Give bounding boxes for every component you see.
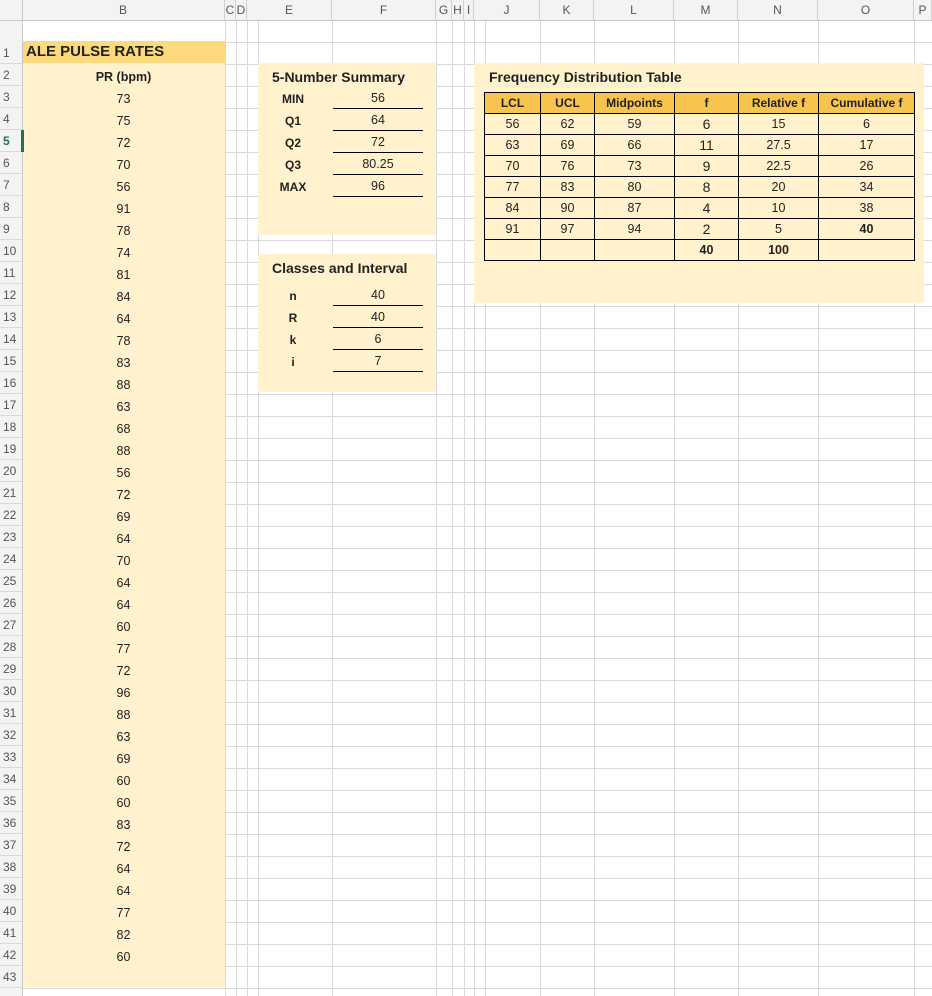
- pulse-cell[interactable]: 64: [116, 862, 131, 876]
- fdt-cell[interactable]: 87: [595, 198, 675, 219]
- pulse-cell[interactable]: 83: [116, 356, 131, 370]
- fdt-header-row: [485, 93, 915, 114]
- row-header-27[interactable]: 27: [0, 614, 22, 636]
- pulse-cell[interactable]: 70: [116, 158, 131, 172]
- row-header-17[interactable]: 17: [0, 394, 22, 416]
- row-header-30[interactable]: 30: [0, 680, 22, 702]
- selected-row-indicator: [21, 130, 24, 152]
- fdt-cell[interactable]: 2: [675, 219, 739, 240]
- fdt-cell[interactable]: 63: [485, 135, 541, 156]
- summary-value[interactable]: 72: [333, 132, 423, 153]
- pulse-cell[interactable]: 60: [116, 950, 131, 964]
- fdt-total-cell[interactable]: 40: [675, 240, 739, 261]
- pulse-cell[interactable]: 60: [116, 796, 131, 810]
- pulse-cell[interactable]: 83: [116, 818, 131, 832]
- row-header-43[interactable]: 43: [0, 966, 22, 988]
- fdt-cell[interactable]: 94: [595, 219, 675, 240]
- row-header-40[interactable]: 40: [0, 900, 22, 922]
- pulse-cell[interactable]: 75: [116, 114, 131, 128]
- fdt-cell[interactable]: 62: [541, 114, 595, 135]
- row-header-33[interactable]: 33: [0, 746, 22, 768]
- pulse-cell[interactable]: 82: [116, 928, 131, 942]
- classes-label[interactable]: n: [289, 289, 297, 303]
- fdt-cell[interactable]: 80: [595, 177, 675, 198]
- row-header-37[interactable]: 37: [0, 834, 22, 856]
- column-header-p[interactable]: P: [914, 0, 932, 20]
- column-header-i[interactable]: I: [464, 0, 474, 20]
- row-header-28[interactable]: 28: [0, 636, 22, 658]
- pulse-header[interactable]: PR (bpm): [95, 70, 152, 84]
- summary-value[interactable]: 64: [333, 110, 423, 131]
- pulse-cell[interactable]: 64: [116, 532, 131, 546]
- fdt-header-cell[interactable]: LCL: [485, 93, 541, 114]
- row-header-6[interactable]: 6: [0, 152, 22, 174]
- fdt-cell[interactable]: 26: [819, 156, 915, 177]
- pulse-title[interactable]: ALE PULSE RATES: [22, 41, 225, 63]
- fdt-cell[interactable]: 20: [739, 177, 819, 198]
- row-header-9[interactable]: 9: [0, 218, 22, 240]
- column-header-j[interactable]: J: [474, 0, 540, 20]
- column-header-bar: [0, 0, 932, 21]
- row-header-23[interactable]: 23: [0, 526, 22, 548]
- column-header-d[interactable]: D: [236, 0, 247, 20]
- column-header-o[interactable]: O: [818, 0, 914, 20]
- fdt-cell[interactable]: 56: [485, 114, 541, 135]
- pulse-cell[interactable]: 84: [116, 290, 131, 304]
- column-header-h[interactable]: H: [452, 0, 464, 20]
- row-header-11[interactable]: 11: [0, 262, 22, 284]
- pulse-cell[interactable]: 56: [116, 180, 131, 194]
- fdt-cell[interactable]: 5: [739, 219, 819, 240]
- fdt-header-cell[interactable]: Cumulative f: [819, 93, 915, 114]
- row-header-19[interactable]: 19: [0, 438, 22, 460]
- pulse-cell[interactable]: 91: [116, 202, 131, 216]
- fdt-cell[interactable]: 10: [739, 198, 819, 219]
- fdt-totals-row: [485, 240, 915, 261]
- fdt-total-cell[interactable]: [485, 240, 541, 261]
- pulse-cell[interactable]: 77: [116, 906, 131, 920]
- fdt-cell[interactable]: 73: [595, 156, 675, 177]
- fdt-cell[interactable]: 76: [541, 156, 595, 177]
- fdt-row: [485, 114, 915, 135]
- pulse-cell[interactable]: 69: [116, 510, 131, 524]
- row-header-12[interactable]: 12: [0, 284, 22, 306]
- classes-label[interactable]: i: [291, 355, 295, 369]
- fdt-cell[interactable]: 4: [675, 198, 739, 219]
- fdt-cell[interactable]: 38: [819, 198, 915, 219]
- row-header-13[interactable]: 13: [0, 306, 22, 328]
- fdt-cell[interactable]: 84: [485, 198, 541, 219]
- column-header-l[interactable]: L: [594, 0, 674, 20]
- fdt-total-cell[interactable]: [541, 240, 595, 261]
- summary-label[interactable]: Q2: [284, 136, 301, 150]
- row-header-16[interactable]: 16: [0, 372, 22, 394]
- fdt-row: [485, 198, 915, 219]
- fdt-cell[interactable]: 69: [541, 135, 595, 156]
- pulse-cell[interactable]: 78: [116, 334, 131, 348]
- row-header-39[interactable]: 39: [0, 878, 22, 900]
- pulse-cell[interactable]: 60: [116, 620, 131, 634]
- pulse-cell[interactable]: 72: [116, 488, 131, 502]
- row-header-24[interactable]: 24: [0, 548, 22, 570]
- pulse-cell[interactable]: 81: [116, 268, 131, 282]
- classes-value[interactable]: 6: [333, 329, 423, 350]
- fdt-cell[interactable]: 70: [485, 156, 541, 177]
- pulse-cell[interactable]: 63: [116, 730, 131, 744]
- fdt-cell[interactable]: 15: [739, 114, 819, 135]
- row-header-29[interactable]: 29: [0, 658, 22, 680]
- row-header-18[interactable]: 18: [0, 416, 22, 438]
- summary-label[interactable]: MIN: [282, 92, 304, 106]
- fdt-cell[interactable]: 8: [675, 177, 739, 198]
- row-header-bar: [0, 20, 23, 996]
- fdt-cell[interactable]: 90: [541, 198, 595, 219]
- pulse-cell[interactable]: 63: [116, 400, 131, 414]
- row-header-34[interactable]: 34: [0, 768, 22, 790]
- pulse-cell[interactable]: 64: [116, 312, 131, 326]
- pulse-cell[interactable]: 88: [116, 378, 131, 392]
- classes-value[interactable]: 7: [333, 351, 423, 372]
- pulse-cell[interactable]: 72: [116, 136, 131, 150]
- fdt-header-cell[interactable]: f: [675, 93, 739, 114]
- fdt-cell[interactable]: 91: [485, 219, 541, 240]
- fdt-cell[interactable]: 34: [819, 177, 915, 198]
- row-header-25[interactable]: 25: [0, 570, 22, 592]
- summary-value[interactable]: 56: [333, 88, 423, 109]
- row-header-41[interactable]: 41: [0, 922, 22, 944]
- row-header-5[interactable]: 5: [0, 130, 22, 152]
- row-header-31[interactable]: 31: [0, 702, 22, 724]
- fdt-cell[interactable]: 9: [675, 156, 739, 177]
- summary-label[interactable]: Q3: [284, 158, 301, 172]
- row-header-15[interactable]: 15: [0, 350, 22, 372]
- pulse-cell[interactable]: 68: [116, 422, 131, 436]
- row-header-1[interactable]: 1: [0, 42, 22, 64]
- column-header-b[interactable]: B: [22, 0, 225, 20]
- select-all-corner[interactable]: [0, 0, 23, 21]
- pulse-cell[interactable]: 72: [116, 840, 131, 854]
- pulse-cell[interactable]: 56: [116, 466, 131, 480]
- row-header-8[interactable]: 8: [0, 196, 22, 218]
- fdt-cell[interactable]: 83: [541, 177, 595, 198]
- fdt-cell[interactable]: 17: [819, 135, 915, 156]
- fdt-total-cell[interactable]: [595, 240, 675, 261]
- summary-value[interactable]: 80.25: [333, 154, 423, 175]
- column-header-n[interactable]: N: [738, 0, 818, 20]
- summary-value[interactable]: 96: [333, 176, 423, 197]
- column-header-f[interactable]: F: [332, 0, 436, 20]
- fdt-cell[interactable]: 59: [595, 114, 675, 135]
- classes-value[interactable]: 40: [333, 285, 423, 306]
- fdt-cell[interactable]: 97: [541, 219, 595, 240]
- row-header-20[interactable]: 20: [0, 460, 22, 482]
- row-header-2[interactable]: 2: [0, 64, 22, 86]
- row-header-21[interactable]: 21: [0, 482, 22, 504]
- fdt-cell[interactable]: 6: [819, 114, 915, 135]
- pulse-cell[interactable]: 88: [116, 708, 131, 722]
- summary-label[interactable]: MAX: [279, 180, 307, 194]
- fdt-row: [485, 219, 915, 240]
- pulse-cell[interactable]: 70: [116, 554, 131, 568]
- classes-title[interactable]: Classes and Interval: [272, 260, 408, 276]
- frequency-table: [484, 92, 915, 261]
- fdt-cell[interactable]: 22.5: [739, 156, 819, 177]
- row-header-35[interactable]: 35: [0, 790, 22, 812]
- pulse-cell[interactable]: 74: [116, 246, 131, 260]
- fdt-row: [485, 177, 915, 198]
- row-header-42[interactable]: 42: [0, 944, 22, 966]
- fdt-cell[interactable]: 6: [675, 114, 739, 135]
- row-header-26[interactable]: 26: [0, 592, 22, 614]
- column-header-k[interactable]: K: [540, 0, 594, 20]
- fdt-cell[interactable]: 66: [595, 135, 675, 156]
- row-header-10[interactable]: 10: [0, 240, 22, 262]
- column-header-c[interactable]: C: [225, 0, 236, 20]
- fdt-header-cell[interactable]: UCL: [541, 93, 595, 114]
- column-header-m[interactable]: M: [674, 0, 738, 20]
- row-header-22[interactable]: 22: [0, 504, 22, 526]
- fdt-cell[interactable]: 27.5: [739, 135, 819, 156]
- fdt-cell[interactable]: 11: [675, 135, 739, 156]
- pulse-cell[interactable]: 64: [116, 884, 131, 898]
- pulse-cell[interactable]: 77: [116, 642, 131, 656]
- row-header-3[interactable]: 3: [0, 86, 22, 108]
- pulse-cell[interactable]: 96: [116, 686, 131, 700]
- fdt-row: [485, 156, 915, 177]
- pulse-cell[interactable]: 73: [116, 92, 131, 106]
- row-header-4[interactable]: 4: [0, 108, 22, 130]
- fdt-cell[interactable]: 77: [485, 177, 541, 198]
- row-header-7[interactable]: 7: [0, 174, 22, 196]
- classes-label[interactable]: k: [289, 333, 297, 347]
- pulse-cell[interactable]: 72: [116, 664, 131, 678]
- row-header-14[interactable]: 14: [0, 328, 22, 350]
- pulse-cell[interactable]: 64: [116, 576, 131, 590]
- column-header-e[interactable]: E: [247, 0, 332, 20]
- row-header-36[interactable]: 36: [0, 812, 22, 834]
- pulse-cell[interactable]: 88: [116, 444, 131, 458]
- fdt-total-cell[interactable]: 100: [739, 240, 819, 261]
- classes-label[interactable]: R: [288, 311, 298, 325]
- pulse-cell[interactable]: 69: [116, 752, 131, 766]
- fdt-cell[interactable]: 40: [819, 219, 915, 240]
- summary-title[interactable]: 5-Number Summary: [272, 69, 406, 85]
- fdt-row: [485, 135, 915, 156]
- pulse-cell[interactable]: 60: [116, 774, 131, 788]
- row-header-38[interactable]: 38: [0, 856, 22, 878]
- fdt-title[interactable]: Frequency Distribution Table: [489, 69, 682, 85]
- pulse-cell[interactable]: 78: [116, 224, 131, 238]
- classes-value[interactable]: 40: [333, 307, 423, 328]
- pulse-cell[interactable]: 64: [116, 598, 131, 612]
- summary-label[interactable]: Q1: [284, 114, 301, 128]
- row-header-32[interactable]: 32: [0, 724, 22, 746]
- fdt-header-cell[interactable]: Midpoints: [595, 93, 675, 114]
- column-header-g[interactable]: G: [436, 0, 452, 20]
- fdt-header-cell[interactable]: Relative f: [739, 93, 819, 114]
- fdt-total-cell[interactable]: [819, 240, 915, 261]
